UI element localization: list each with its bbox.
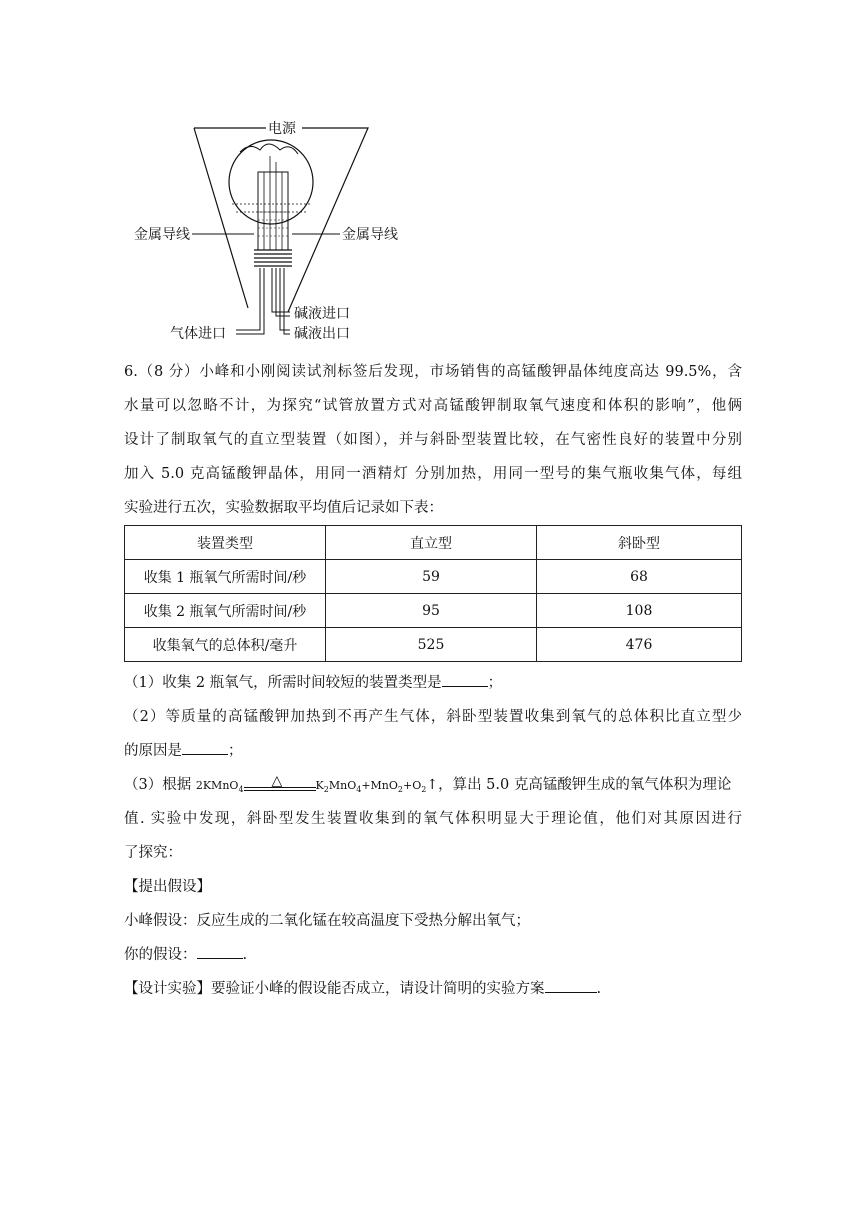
intro-line: 6.（8 分）小峰和小刚阅读试剂标签后发现，市场销售的高锰酸钾晶体纯度高达 99.5%，含 (124, 364, 742, 380)
q1-text: （1）收集 2 瓶氧气，所需时间较短的装置类型是 (124, 675, 442, 691)
answer-blank[interactable] (442, 672, 488, 687)
table-cell: 525 (326, 628, 537, 662)
eq-product: +O (403, 779, 422, 792)
sub-questions (124, 666, 742, 1006)
hypothesis-xiaofeng: 小峰假设：反应生成的二氧化锰在较高温度下受热分解出氧气； (124, 913, 530, 929)
table-cell: 收集 2 瓶氧气所需时间/秒 (125, 594, 326, 628)
coil (254, 250, 292, 266)
heat-condition: △ (271, 773, 283, 789)
design-experiment (124, 972, 742, 1006)
question-1 (124, 666, 742, 700)
q2-text: 的原因是 (124, 743, 182, 759)
hypothesis-header: 【提出假设】 (124, 879, 211, 895)
q3-prefix: （3）根据 (124, 777, 196, 793)
eq-sub: 4 (238, 785, 244, 795)
gas-in-label: 气体进口 (170, 326, 226, 342)
table-row (125, 628, 742, 662)
q3-suffix: ，算出 5.0 克高锰酸钾生成的氧气体积为理论 (438, 777, 732, 793)
question-3-line1 (124, 768, 742, 802)
table-cell: 收集 1 瓶氧气所需时间/秒 (125, 560, 326, 594)
equation-equals-sign (244, 773, 316, 796)
intro-line: 设计了制取氧气的直立型装置（如图），并与斜卧型装置比较，在气密性良好的装置中分别 (124, 432, 742, 448)
bulb (229, 140, 313, 224)
table-header-cell: 装置类型 (125, 526, 326, 560)
wire-right-label: 金属导线 (342, 227, 398, 243)
question-2-line2 (124, 734, 742, 768)
design-text: 要验证小峰的假设能否成立，请设计简明的实验方案 (211, 981, 545, 997)
question-2-line1: （2）等质量的高锰酸钾加热到不再产生气体，斜卧型装置收集到氧气的总体积比直立型少 (124, 709, 742, 725)
table-row (125, 594, 742, 628)
question-3-line2: 值. 实验中发现，斜卧型发生装置收集到的氧气体积明显大于理论值，他们对其原因进行 (124, 811, 742, 827)
table-cell: 68 (537, 560, 742, 594)
intro-line: 水量可以忽略不计，为探究“试管放置方式对高锰酸钾制取氧气速度和体积的影响”，他俩 (124, 398, 742, 414)
table-header-cell: 斜卧型 (537, 526, 742, 560)
design-header: 【设计实验】 (124, 981, 211, 997)
hypothesis-you (124, 938, 742, 972)
eq-sub: 2 (397, 785, 403, 795)
eq-product: +MnO (361, 779, 398, 792)
eq-product: MnO (328, 779, 357, 792)
alkali-out-label: 碱液出口 (294, 326, 350, 342)
table-cell: 95 (326, 594, 537, 628)
alkali-in-label: 碱液进口 (294, 306, 350, 322)
power-label: 电源 (268, 121, 296, 137)
design-end: . (596, 981, 602, 997)
hypothesis-end: . (242, 947, 248, 963)
question-3-line3: 了探究： (124, 845, 182, 861)
answer-blank[interactable] (197, 944, 243, 959)
answer-blank[interactable] (545, 978, 597, 993)
table-cell: 收集氧气的总体积/毫升 (125, 628, 326, 662)
gas-arrow: ↑ (426, 777, 439, 793)
table-cell: 108 (537, 594, 742, 628)
answer-blank[interactable] (182, 740, 228, 755)
table-cell: 59 (326, 560, 537, 594)
intro-line: 加入 5.0 克高锰酸钾晶体，用同一酒精灯 分别加热，用同一型号的集气瓶收集气体，每组 (124, 466, 742, 482)
electrolysis-apparatus-diagram (128, 112, 418, 348)
eq-sub: 4 (356, 785, 362, 795)
table-cell: 476 (537, 628, 742, 662)
data-table (124, 525, 742, 662)
q2-end: ； (228, 743, 243, 759)
eq-reactant: 2KMnO (195, 779, 239, 792)
eq-sub: 2 (421, 785, 427, 795)
table-header-cell: 直立型 (326, 526, 537, 560)
hypothesis-you-label: 你的假设： (124, 947, 197, 963)
table-header-row (125, 526, 742, 560)
question-intro (124, 355, 742, 525)
wire-left-label: 金属导线 (134, 227, 190, 243)
table-row (125, 560, 742, 594)
chemical-equation (195, 773, 439, 795)
intro-line: 实验进行五次，实验数据取平均值后记录如下表： (124, 500, 443, 516)
eq-sub: 2 (323, 785, 329, 795)
q1-end: ； (487, 675, 503, 691)
eq-product: K (315, 779, 324, 792)
